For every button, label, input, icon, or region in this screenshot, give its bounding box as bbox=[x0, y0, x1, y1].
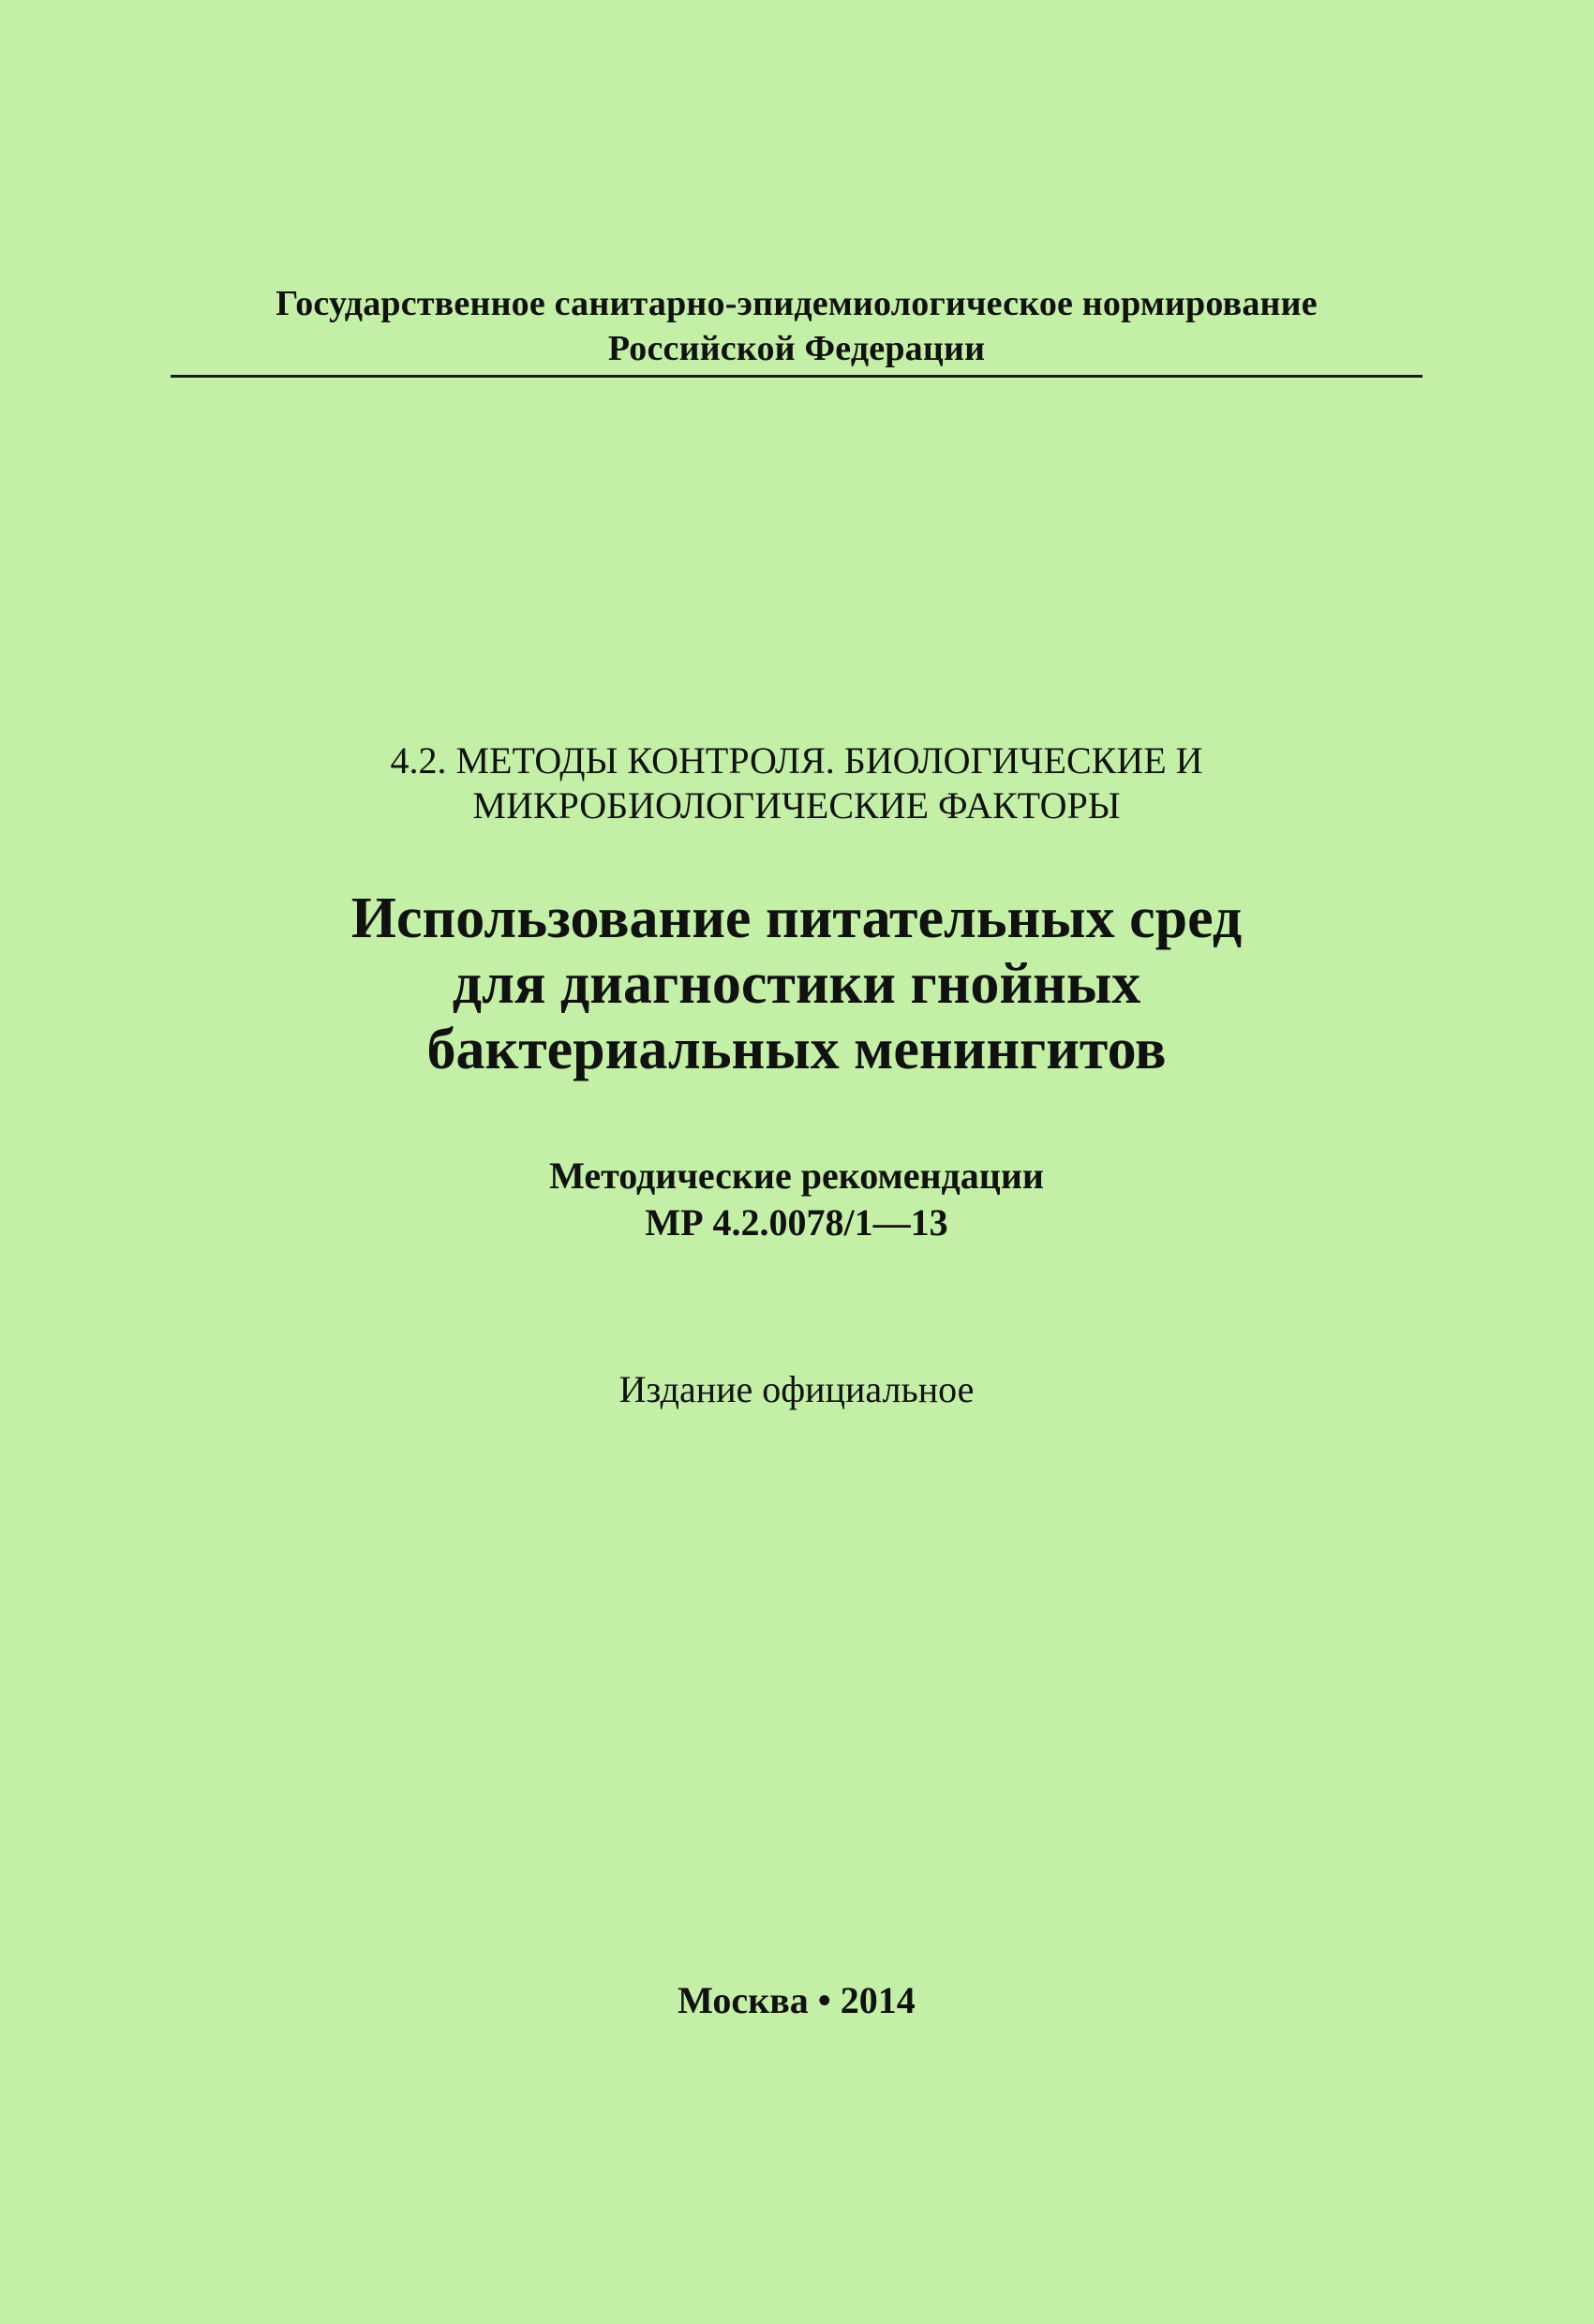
header-divider bbox=[171, 375, 1423, 378]
document-type: Методические рекомендации bbox=[549, 1155, 1044, 1197]
series-heading bbox=[187, 738, 1406, 828]
series-line-1: 4.2. МЕТОДЫ КОНТРОЛЯ. БИОЛОГИЧЕСКИЕ И bbox=[390, 739, 1203, 782]
header-line-1: Государственное санитарно-эпидемиологическое нормирование bbox=[276, 284, 1318, 323]
title-line-3: бактериальных менингитов bbox=[426, 1018, 1167, 1081]
edition-note: Издание официальное bbox=[618, 1368, 975, 1410]
document-code: МР 4.2.0078/1—13 bbox=[645, 1201, 948, 1244]
issuing-authority-header bbox=[169, 281, 1424, 371]
header-line-2: Российской Федерации bbox=[607, 329, 986, 368]
title-line-1: Использование питательных сред bbox=[350, 886, 1243, 950]
document-title bbox=[141, 886, 1452, 1082]
place-and-year: Москва • 2014 bbox=[678, 1979, 916, 2021]
document-subtitle bbox=[187, 1153, 1406, 1246]
series-line-2: МИКРОБИОЛОГИЧЕСКИЕ ФАКТОРЫ bbox=[472, 784, 1121, 827]
title-line-2: для диагностики гнойных bbox=[452, 952, 1141, 1016]
